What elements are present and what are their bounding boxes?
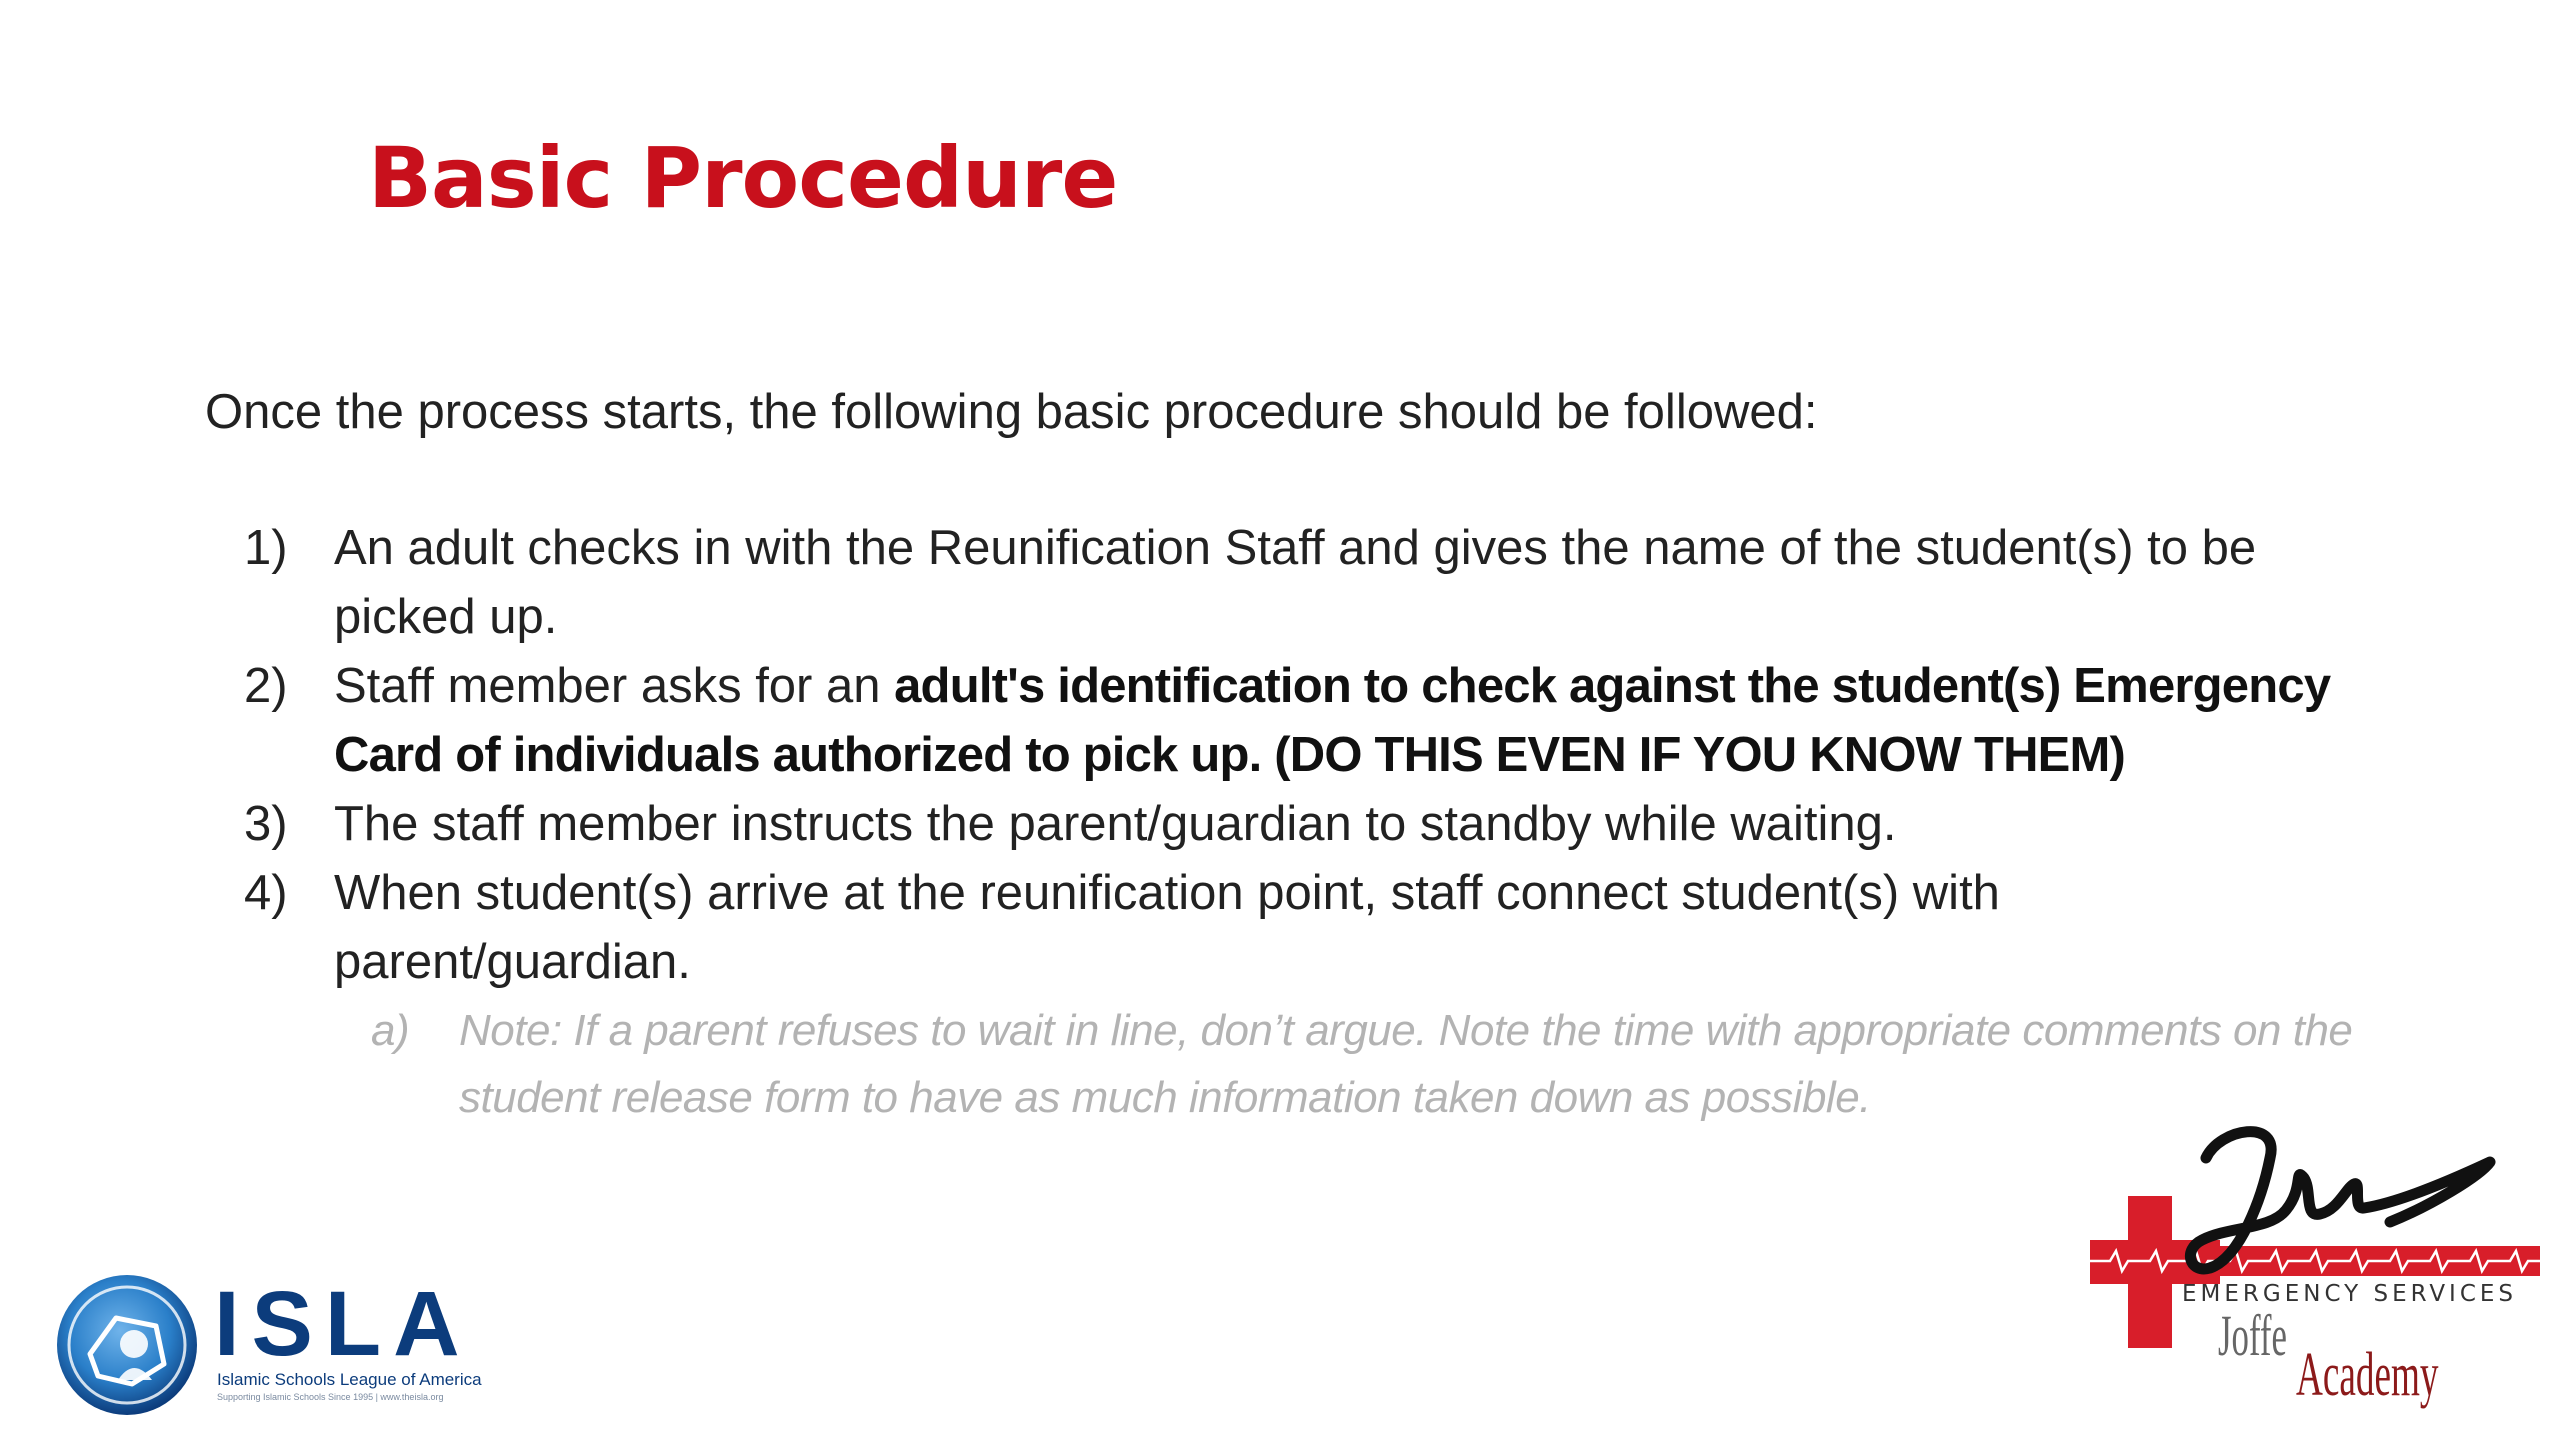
- step-text: [334, 652, 2364, 790]
- isla-emblem-icon: [54, 1272, 200, 1418]
- step-text: The staff member instructs the parent/guardian to standby while waiting.: [334, 797, 1897, 851]
- step-number: 3): [244, 797, 288, 851]
- note-letter: a): [371, 1006, 410, 1055]
- step-number: 1): [244, 521, 288, 575]
- slide-title: Basic Procedure: [368, 129, 1118, 227]
- isla-logo: [54, 1268, 524, 1418]
- joffe-services-text: EMERGENCY SERVICES: [2182, 1281, 2518, 1307]
- list-item: [244, 859, 2364, 997]
- intro-text: Once the process starts, the following basic procedure should be followed:: [205, 385, 1818, 439]
- note-text: Note: If a parent refuses to wait in line, don’t argue. Note the time with appropriate comments on the student release form to have as much information taken down as possible.: [459, 1006, 2353, 1122]
- joffe-cross-signature-icon: [2090, 1118, 2540, 1348]
- step-text: When student(s) arrive at the reunification point, staff connect student(s) with parent/guardian.: [334, 866, 2000, 989]
- isla-subtitle: Islamic Schools League of America: [217, 1370, 482, 1389]
- joffe-academy-bottom: Academy: [2296, 1341, 2439, 1409]
- step-number: 4): [244, 866, 288, 920]
- step-number: 2): [244, 659, 288, 713]
- list-item: [244, 652, 2364, 790]
- list-item: [244, 790, 2364, 859]
- joffe-academy-top: Joffe: [2218, 1303, 2287, 1368]
- sub-note: [371, 997, 2364, 1131]
- joffe-logo: [2090, 1118, 2540, 1418]
- step-text: An adult checks in with the Reunification Staff and gives the name of the student(s) to be picked up.: [334, 521, 2257, 644]
- step-text-plain: Staff member asks for an: [334, 659, 895, 713]
- isla-tagline: Supporting Islamic Schools Since 1995 | www.theisla.org: [217, 1392, 444, 1402]
- procedure-list: [244, 514, 2364, 1131]
- step-text-bold: adult's identification to check against the student(s) Emergency Card of individuals authorized to pick up. (DO THIS EVEN IF YOU KNOW THEM): [334, 659, 2331, 782]
- isla-wordmark: ISLA: [214, 1273, 472, 1375]
- list-item: [244, 514, 2364, 652]
